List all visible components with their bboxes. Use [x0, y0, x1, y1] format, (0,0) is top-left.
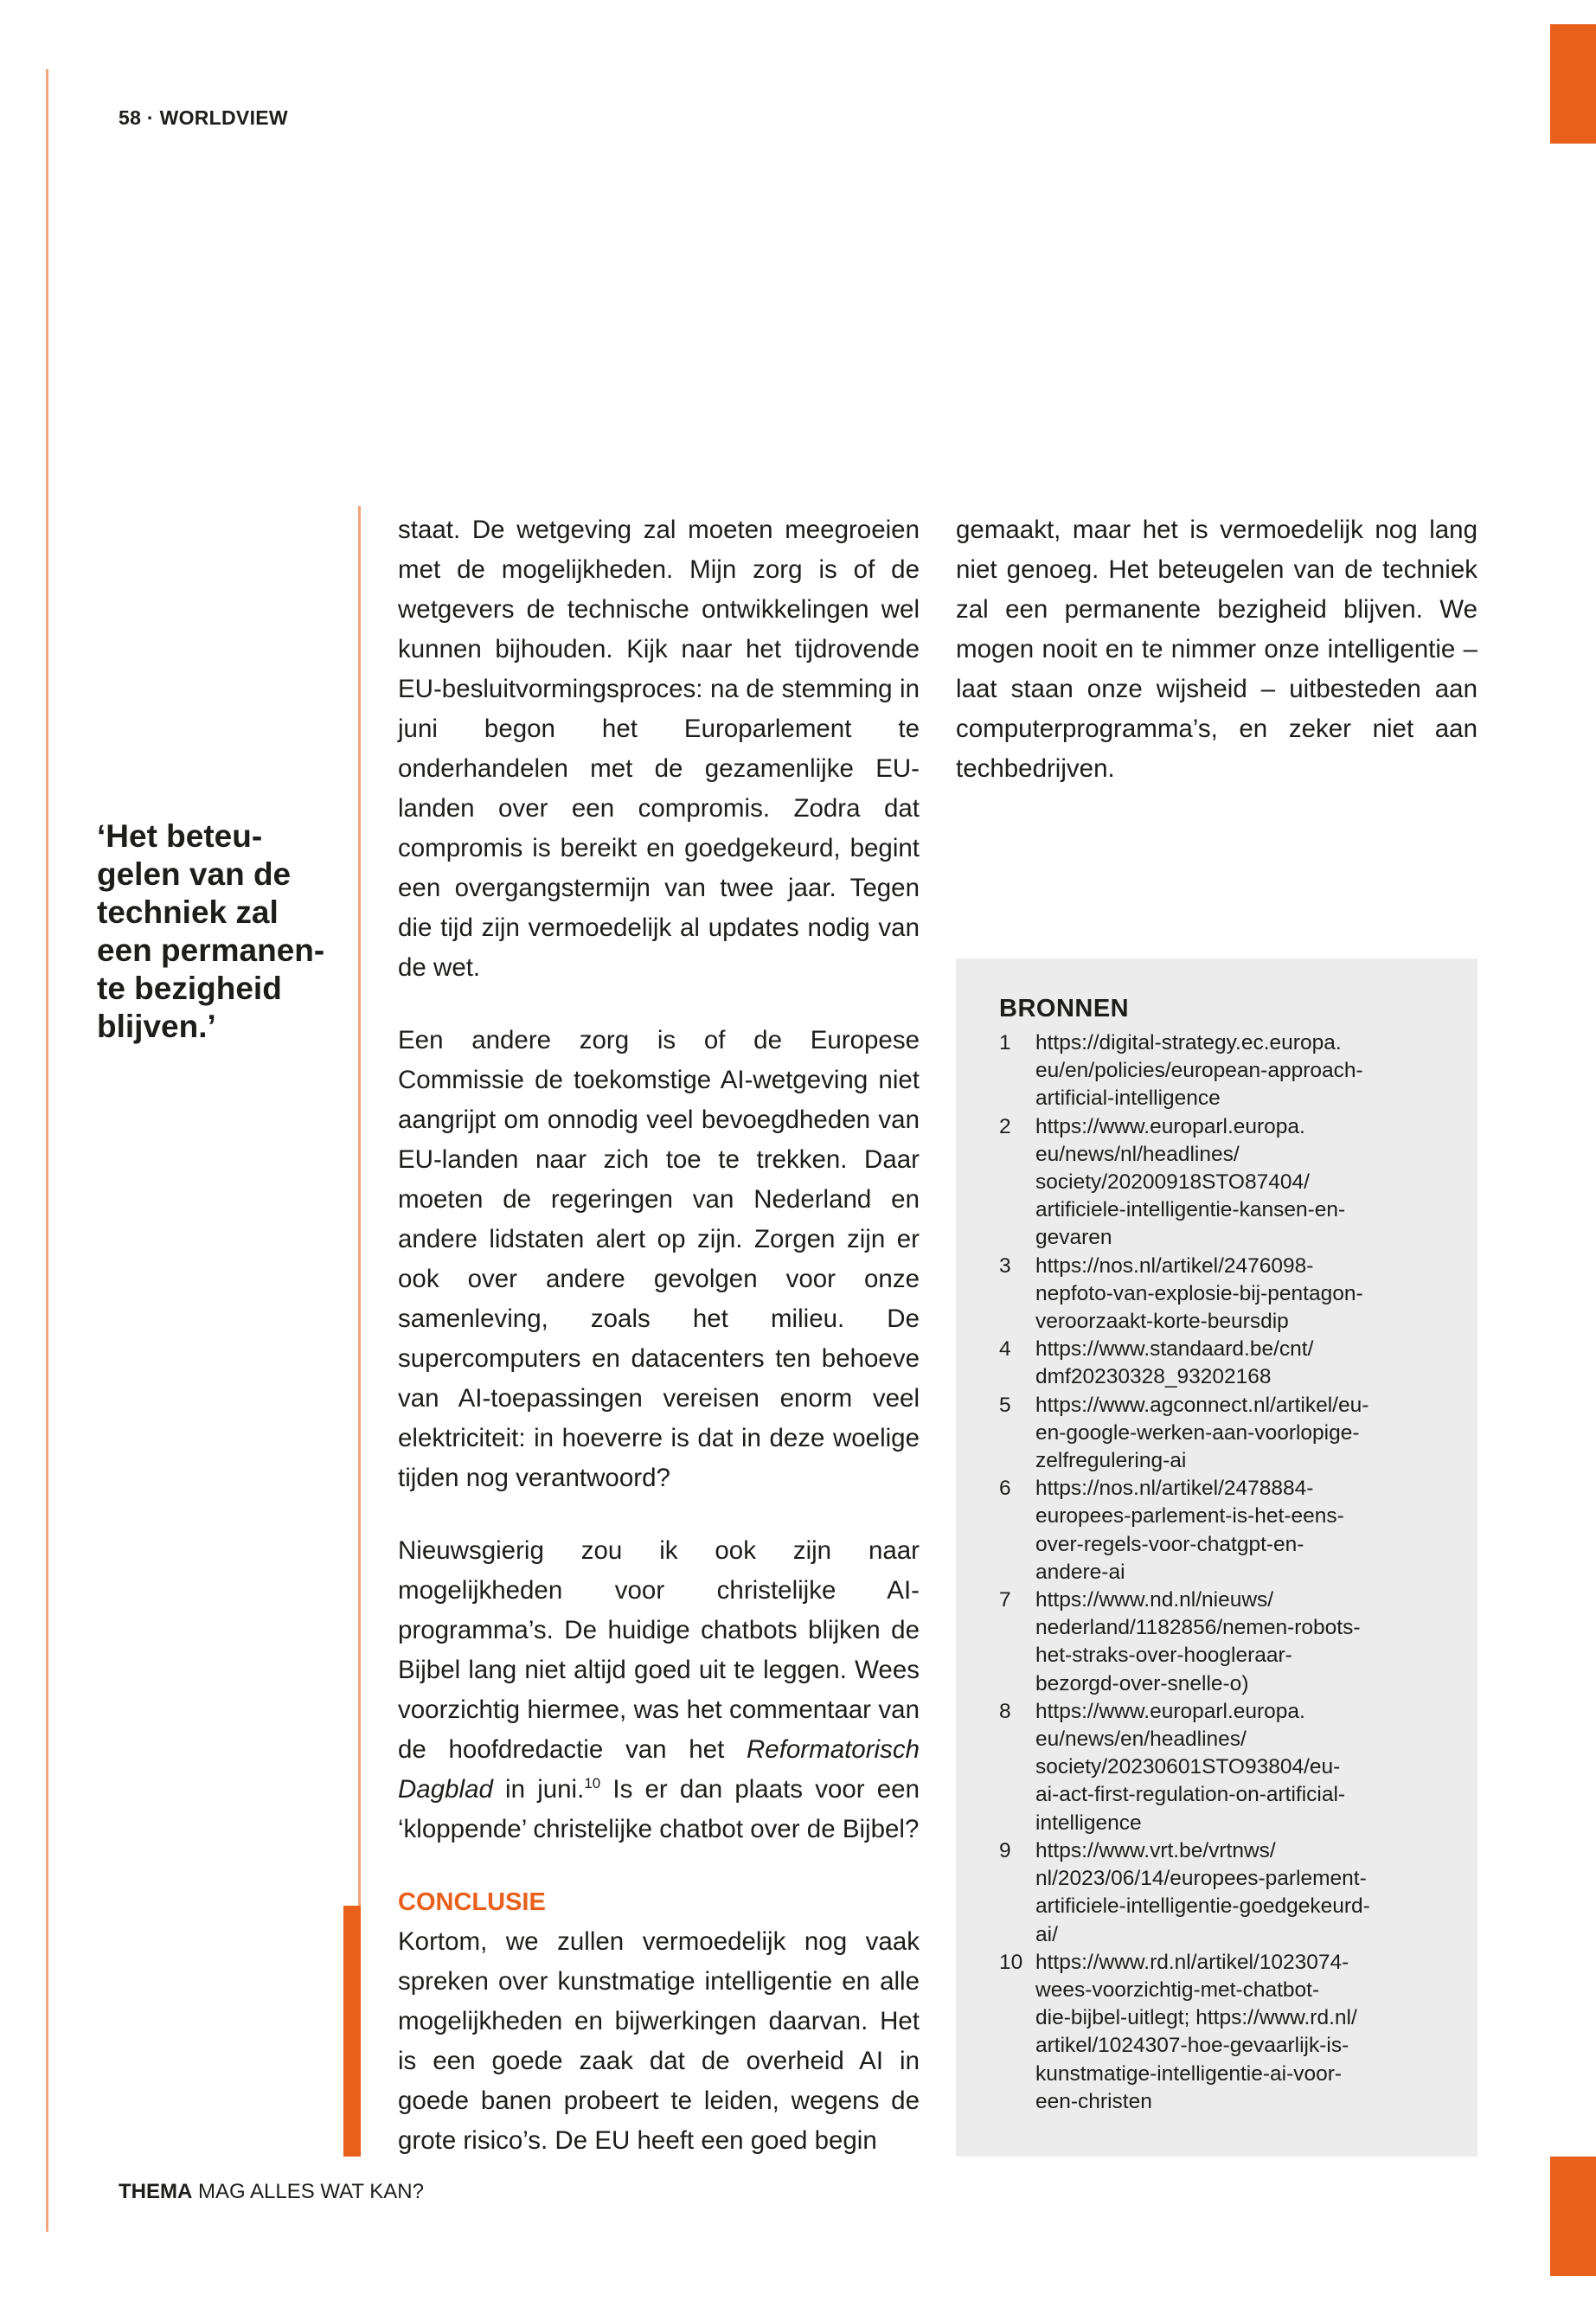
source-number: 8: [999, 1699, 1011, 1723]
column-divider-accent: [343, 1906, 361, 2157]
paragraph: [398, 1531, 920, 1849]
source-number: 10: [999, 1950, 1023, 1974]
footer-brand: THEMA: [119, 2180, 193, 2203]
footnote-marker: 10: [584, 1775, 601, 1792]
source-item: [999, 1837, 1449, 1949]
source-number: 2: [999, 1114, 1011, 1138]
header-separator: ·: [146, 106, 154, 129]
paragraph: Een andere zorg is of de Europese Commissie de toekomstige AI-wetgeving niet aangrijpt om onnodig veel bevoegdheden van EU-landen naar zich toe te trekken. Daar moeten de regeringen van Nederland en andere lidstaten alert op zijn. Zorgen zijn er ook over andere gevolgen voor onze samenleving, zoals het milieu. De supercomputers en datacenters ten behoeve van AI-toepassingen vereisen enorm veel elektriciteit: in hoeverre is dat in deze woelige tijden nog verantwoord?: [398, 1026, 920, 1492]
source-link[interactable]: https://www.europarl.europa. eu/news/en/headlines/ society/20230601STO93804/eu- ai-act-first-regulation-on-artificial- intelligence: [1035, 1699, 1346, 1835]
source-number: 4: [999, 1337, 1011, 1362]
sources-list: [999, 1029, 1449, 2116]
source-link[interactable]: https://www.nd.nl/nieuws/ nederland/1182856/nemen-robots- het-straks-over-hoogleraar- bezorgd-over-snelle-o): [1035, 1588, 1361, 1695]
footer-title: MAG ALLES WAT KAN?: [198, 2180, 424, 2203]
source-link[interactable]: https://www.vrt.be/vrtnws/ nl/2023/06/14/europees-parlement- artificiele-intelligentie-goedgekeurd- ai/: [1035, 1838, 1370, 1946]
source-item: [999, 1113, 1449, 1253]
top-edge-tab: [1550, 24, 1596, 144]
section-name: WORLDVIEW: [159, 106, 288, 129]
paragraph: gemaakt, maar het is vermoedelijk nog lang niet genoeg. Het beteugelen van de techniek zal een permanente bezigheid blijven. We mogen nooit en te nimmer onze intelligentie – laat staan onze wijsheid – uitbesteden aan computerprogramma’s, en zeker niet aan techbedrijven.: [956, 516, 1477, 783]
source-number: 9: [999, 1838, 1011, 1862]
article-column-middle: [398, 510, 920, 2161]
source-item: [999, 1698, 1449, 1837]
paragraph: Kortom, we zullen vermoedelijk nog vaak spreken over kunstmatige intelligentie en alle mogelijkheden en bijwerkingen daarvan. Het is een goede zaak dat de overheid AI in goede banen probeert te leiden, wegens de grote risico’s. De EU heeft een goed begin: [398, 1927, 920, 2155]
page-number: 58: [119, 106, 142, 129]
sources-box: [956, 958, 1477, 2157]
paragraph: staat. De wetgeving zal moeten meegroeien met de mogelijkheden. Mijn zorg is of de wetgevers de technische ontwikkelingen wel kunnen bijhouden. Kijk naar het tijdrovende EU-besluitvormingsproces: na de stemming in juni begon het Europarlement te onderhandelen met de gezamenlijke EU-landen over een compromis. Zodra dat compromis is bereikt en goedgekeurd, begint een overgangstermijn van twee jaar. Tegen die tijd zijn vermoedelijk al updates nodig van de wet.: [398, 516, 920, 982]
paragraph-text: in juni.: [492, 1775, 585, 1804]
article-column-right: [956, 510, 1477, 789]
source-link[interactable]: https://digital-strategy.ec.europa. eu/en/policies/european-approach- artificial-intelligence: [1035, 1031, 1363, 1111]
paragraph-text: Nieuwsgierig zou ik ook zijn naar mogelijkheden voor christelijke AI-programma’s. De huidige chatbots blijken de Bijbel lang niet altijd goed uit te leggen. Wees voorzichtig hiermee, was het commentaar van de hoofdredactie van het: [398, 1536, 920, 1764]
bottom-edge-tab: [1550, 2157, 1596, 2276]
source-item: [999, 1392, 1449, 1476]
paragraph-text: Is er dan plaats voor een ‘kloppende’ christelijke chatbot over de Bijbel?: [398, 1775, 920, 1843]
running-footer: [119, 2180, 424, 2204]
source-link[interactable]: https://www.standaard.be/cnt/ dmf20230328_93202168: [1035, 1337, 1314, 1389]
source-item: [999, 1949, 1449, 2116]
source-link[interactable]: https://www.rd.nl/artikel/1023074- wees-voorzichtig-met-chatbot- die-bijbel-uitlegt; https://www.rd.nl/ artikel/1024307-hoe-gevaarlijk-is- kunstmatige-intelligentie-ai-voor- een-christen: [1035, 1950, 1357, 2113]
pull-quote: ‘Het beteu- gelen van de techniek zal een permanen- te bezigheid blijven.’: [97, 818, 325, 1044]
source-link[interactable]: https://www.europarl.europa. eu/news/nl/headlines/ society/20200918STO87404/ artificiele-intelligentie-kansen-en- gevaren: [1035, 1114, 1346, 1250]
source-link[interactable]: https://nos.nl/artikel/2476098- nepfoto-van-explosie-bij-pentagon- veroorzaakt-korte-beursdip: [1035, 1253, 1363, 1334]
source-number: 3: [999, 1253, 1011, 1278]
source-item: [999, 1253, 1449, 1336]
sources-title: BRONNEN: [999, 995, 1130, 1022]
section-heading-conclusion: CONCLUSIE: [398, 1888, 546, 1916]
running-header: [119, 106, 288, 130]
source-number: 7: [999, 1588, 1011, 1612]
source-number: 5: [999, 1393, 1011, 1417]
left-margin-rule: [46, 69, 48, 2232]
source-number: 6: [999, 1477, 1011, 1501]
source-number: 1: [999, 1031, 1011, 1054]
source-item: [999, 1336, 1449, 1391]
newspaper-title: Reformatorisch Dagblad: [398, 1735, 920, 1804]
source-item: [999, 1586, 1449, 1698]
source-item: [999, 1475, 1449, 1586]
source-link[interactable]: https://www.agconnect.nl/artikel/eu- en-google-werken-aan-voorlopige- zelfregulering-ai: [1035, 1393, 1369, 1473]
source-item: [999, 1029, 1449, 1113]
source-link[interactable]: https://nos.nl/artikel/2478884- europees-parlement-is-het-eens- over-regels-voor-chatgpt-en- andere-ai: [1035, 1477, 1344, 1584]
